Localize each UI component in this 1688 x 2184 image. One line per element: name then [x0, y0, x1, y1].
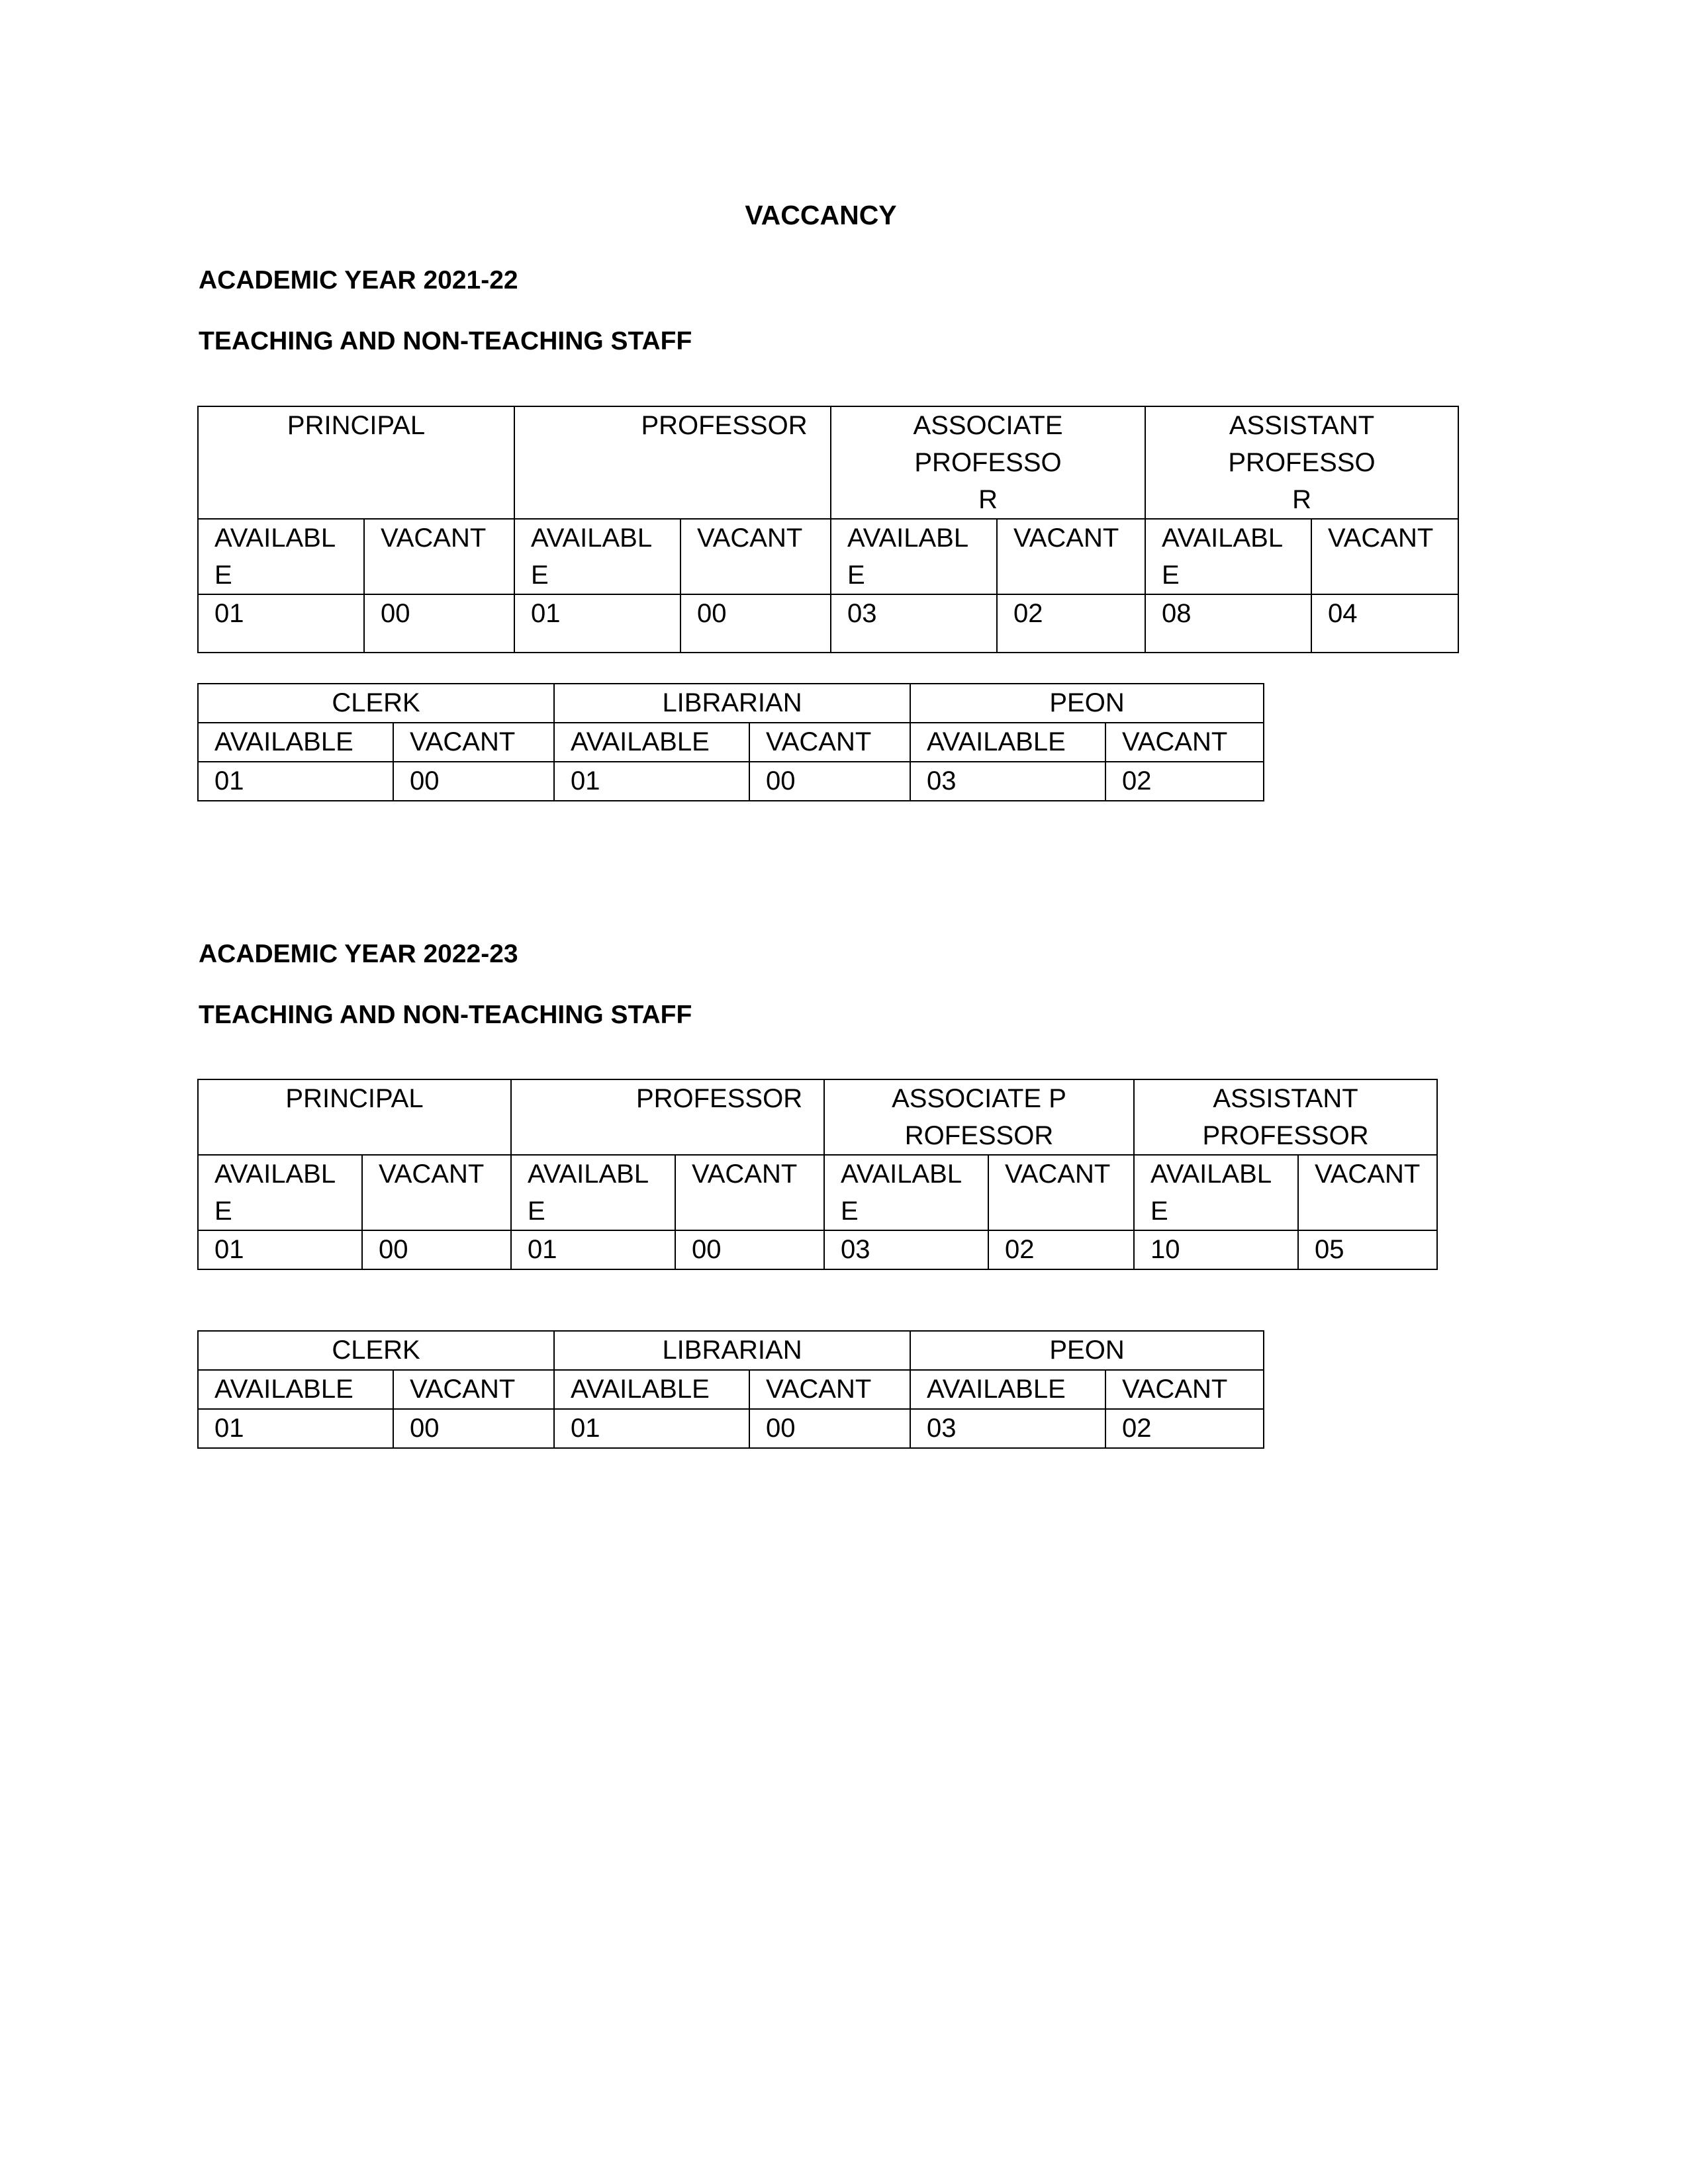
value-cell: 00	[362, 1230, 511, 1269]
category-assistant-professor: ASSISTANT PROFESSOR	[1145, 406, 1458, 519]
value-cell: 03	[824, 1230, 988, 1269]
header-vacant: VACANT	[393, 1370, 554, 1409]
value-cell: 01	[511, 1230, 675, 1269]
header-available: AVAILABLE	[198, 723, 393, 762]
header-vacant: VACANT	[680, 519, 831, 594]
category-professor: PROFESSOR	[511, 1079, 824, 1155]
teaching-staff-table	[197, 406, 1459, 653]
academic-year-heading: ACADEMIC YEAR 2021-22	[199, 266, 518, 295]
value-cell: 04	[1311, 594, 1458, 653]
category-librarian: LIBRARIAN	[554, 684, 910, 723]
header-available: AVAILABLE	[198, 519, 364, 594]
header-vacant: VACANT	[364, 519, 514, 594]
value-cell: 05	[1298, 1230, 1437, 1269]
header-available: AVAILABLE	[198, 1370, 393, 1409]
header-available: AVAILABLE	[910, 1370, 1105, 1409]
value-cell: 01	[198, 1409, 393, 1448]
header-available: AVAILABLE	[910, 723, 1105, 762]
header-available: AVAILABLE	[198, 1155, 362, 1230]
header-vacant: VACANT	[362, 1155, 511, 1230]
value-cell: 10	[1134, 1230, 1298, 1269]
header-available: AVAILABLE	[1134, 1155, 1298, 1230]
value-cell: 03	[910, 1409, 1105, 1448]
value-cell: 01	[198, 594, 364, 653]
header-available: AVAILABLE	[831, 519, 997, 594]
category-clerk: CLERK	[198, 1331, 554, 1370]
staff-heading: TEACHING AND NON-TEACHING STAFF	[199, 327, 692, 355]
value-cell: 02	[997, 594, 1145, 653]
category-associate-professor: ASSOCIATE PROFESSOR	[824, 1079, 1134, 1155]
header-available: AVAILABLE	[824, 1155, 988, 1230]
value-cell: 02	[988, 1230, 1134, 1269]
teaching-staff-table	[197, 1079, 1438, 1270]
header-vacant: VACANT	[1105, 1370, 1264, 1409]
academic-year-heading: ACADEMIC YEAR 2022-23	[199, 940, 518, 968]
value-cell: 01	[554, 762, 749, 801]
header-available: AVAILABLE	[1145, 519, 1311, 594]
value-cell: 00	[675, 1230, 824, 1269]
header-vacant: VACANT	[997, 519, 1145, 594]
category-peon: PEON	[910, 1331, 1264, 1370]
category-professor: PROFESSOR	[514, 406, 831, 519]
value-cell: 00	[364, 594, 514, 653]
value-cell: 00	[749, 1409, 910, 1448]
page-title: VACCANCY	[745, 200, 897, 230]
value-cell: 01	[514, 594, 680, 653]
header-available: AVAILABLE	[554, 1370, 749, 1409]
value-cell: 01	[198, 1230, 362, 1269]
category-clerk: CLERK	[198, 684, 554, 723]
header-vacant: VACANT	[675, 1155, 824, 1230]
value-cell: 03	[831, 594, 997, 653]
header-available: AVAILABLE	[554, 723, 749, 762]
value-cell: 02	[1105, 1409, 1264, 1448]
header-vacant: VACANT	[1298, 1155, 1437, 1230]
header-vacant: VACANT	[1105, 723, 1264, 762]
value-cell: 00	[393, 762, 554, 801]
header-vacant: VACANT	[988, 1155, 1134, 1230]
header-available: AVAILABLE	[514, 519, 680, 594]
header-vacant: VACANT	[1311, 519, 1458, 594]
non-teaching-staff-table	[197, 1330, 1264, 1449]
header-vacant: VACANT	[749, 723, 910, 762]
category-associate-professor: ASSOCIATE PROFESSOR	[831, 406, 1145, 519]
header-vacant: VACANT	[749, 1370, 910, 1409]
value-cell: 01	[198, 762, 393, 801]
category-assistant-professor: ASSISTANT PROFESSOR	[1134, 1079, 1437, 1155]
value-cell: 00	[680, 594, 831, 653]
staff-heading: TEACHING AND NON-TEACHING STAFF	[199, 1001, 692, 1029]
non-teaching-staff-table	[197, 683, 1264, 801]
category-principal: PRINCIPAL	[198, 1079, 511, 1155]
value-cell: 00	[393, 1409, 554, 1448]
value-cell: 08	[1145, 594, 1311, 653]
value-cell: 02	[1105, 762, 1264, 801]
category-librarian: LIBRARIAN	[554, 1331, 910, 1370]
value-cell: 03	[910, 762, 1105, 801]
value-cell: 01	[554, 1409, 749, 1448]
category-principal: PRINCIPAL	[198, 406, 514, 519]
value-cell: 00	[749, 762, 910, 801]
category-peon: PEON	[910, 684, 1264, 723]
header-available: AVAILABLE	[511, 1155, 675, 1230]
header-vacant: VACANT	[393, 723, 554, 762]
